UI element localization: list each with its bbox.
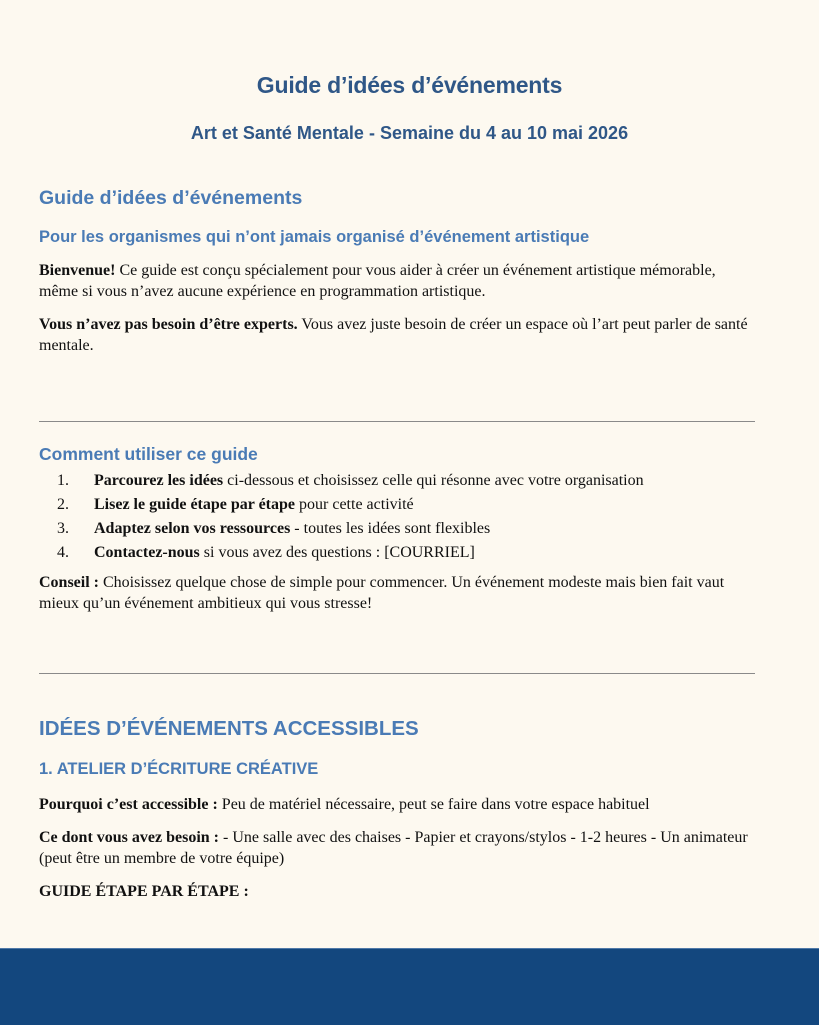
intro-subheading: Pour les organismes qui n’ont jamais organisé d’événement artistique: [39, 228, 590, 246]
footer-band: [0, 948, 819, 1025]
step-bold: Lisez le guide étape par étape: [94, 496, 296, 513]
welcome-bold: Bienvenue!: [39, 262, 116, 279]
steps-label: [39, 881, 755, 902]
step-text: ci-dessous et choisissez celle qui résonne avec votre organisation: [223, 472, 644, 489]
document-title: Guide d’idées d’événements: [256, 72, 563, 98]
steps-label-bold: GUIDE ÉTAPE PAR ÉTAPE :: [39, 883, 249, 900]
step-bold: Contactez-nous: [94, 544, 200, 561]
intro-section: [39, 187, 755, 356]
step-text: pour cette activité: [295, 496, 414, 513]
list-item: [39, 542, 755, 563]
how-to-steps: [39, 470, 755, 563]
welcome-paragraph: [39, 260, 755, 302]
step-bold: Parcourez les idées: [94, 472, 224, 489]
tip-bold: Conseil :: [39, 574, 99, 591]
experts-text: Vous avez juste besoin de créer un espace où l’art peut parler de santé mentale.: [39, 316, 748, 354]
tip-text: Choisissez quelque chose de simple pour commencer. Un événement modeste mais bien fait vaut mieux qu’un événement ambitieux qui vous stresse!: [39, 574, 725, 612]
step-number: 4.: [57, 544, 69, 561]
list-item: [39, 518, 755, 539]
list-item: [39, 494, 755, 515]
needs-paragraph: [39, 827, 755, 869]
how-to-heading: Comment utiliser ce guide: [39, 444, 258, 464]
needs-bold: Ce dont vous avez besoin :: [39, 829, 220, 846]
step-number: 2.: [57, 496, 69, 513]
why-text: Peu de matériel nécessaire, peut se faire dans votre espace habituel: [217, 796, 650, 813]
idea-1-heading: 1. ATELIER D’ÉCRITURE CRÉATIVE: [39, 760, 319, 778]
list-item: [39, 470, 755, 491]
ideas-section: [39, 717, 755, 902]
tip-paragraph: [39, 572, 755, 614]
step-bold: Adaptez selon vos ressources: [94, 520, 291, 537]
ideas-heading: IDÉES D’ÉVÉNEMENTS ACCESSIBLES: [39, 717, 419, 740]
document-subtitle: Art et Santé Mentale - Semaine du 4 au 10 mai 2026: [190, 123, 629, 143]
how-to-section: [39, 444, 755, 614]
why-paragraph: [39, 794, 755, 815]
experts-paragraph: [39, 314, 755, 356]
welcome-text: Ce guide est conçu spécialement pour vous aider à créer un événement artistique mémorable, même si vous n’avez aucune expérience en programmation artistique.: [39, 262, 716, 300]
step-text: si vous avez des questions : [COURRIEL]: [199, 544, 475, 561]
step-number: 3.: [57, 520, 69, 537]
needs-text: - Une salle avec des chaises - Papier et crayons/stylos - 1-2 heures - Un animateur (peut être un membre de votre équipe): [39, 829, 748, 867]
divider: [39, 421, 755, 422]
step-number: 1.: [57, 472, 69, 489]
intro-heading: Guide d’idées d’événements: [39, 187, 303, 209]
step-text: - toutes les idées sont flexibles: [290, 520, 491, 537]
divider: [39, 673, 755, 674]
experts-bold: Vous n’avez pas besoin d’être experts.: [39, 316, 298, 333]
why-bold: Pourquoi c’est accessible :: [39, 796, 218, 813]
